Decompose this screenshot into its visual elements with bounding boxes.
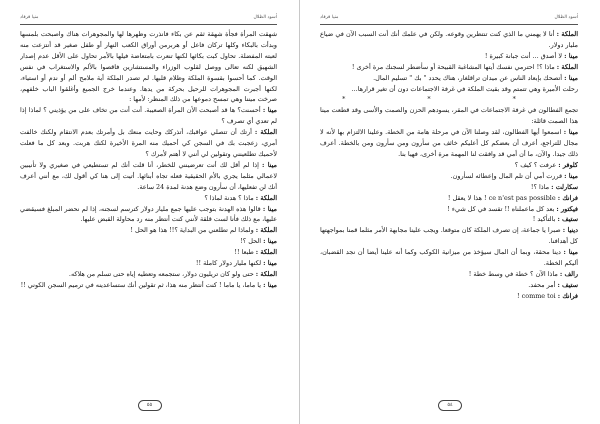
paragraph-text: ماذا ؟! احترمي نفسك أيتها المشاغبة القبيحة أو سأضطر لسجنك مرة أخرى ! (351, 62, 555, 71)
paragraph-text: لا أصدق ... أنت جبانة كبيرة ! (484, 51, 563, 60)
speaker-name: مينا : (564, 171, 578, 180)
dialogue-paragraph (320, 62, 578, 73)
dialogue-paragraph (320, 160, 578, 171)
running-head (20, 14, 277, 25)
paragraph-text: الحل ؟! (240, 237, 262, 246)
speaker-name: مينا : (263, 280, 277, 289)
right-page (300, 0, 600, 424)
dialogue-paragraph (20, 225, 277, 236)
header-title: أسود الظلال (253, 15, 277, 20)
paragraph-text: قالوا هذه الهدنة بتوجب عليها جمع مليار دولار كترسم لسجنه، إذا لم نحضر المبلغ فسيقضي عليها، مع ذلك فأنا لست قلقة لأنني كنت أنتظر منه رد محاولة القبض عليها. (20, 204, 277, 224)
speaker-name: الملكة : (255, 193, 277, 202)
dialogue-paragraph (320, 247, 578, 269)
speaker-name: الملكة : (255, 226, 277, 235)
paragraph-text: حتى ولو كان تريليون دولار، ستجمعه وتعطيه إياه حتى تسلم من هلاكه. (68, 269, 254, 278)
speaker-name: مينا : (263, 237, 277, 246)
paragraph-text: أرتك أن تتصلي عواقبك، أتذركك وحايت منعك بل وأمرتك بعدم الانتقام ولكنك خالفت أمري، زعجبت بك في السجن كي أحميك منه المرة الأخيرة لكنك هربت. وبعد كل ما فعلت لأحميك تطلعينني وتقولين لي أنني لا أهتم لأمرك ؟ (20, 128, 277, 158)
dialogue-paragraph (320, 84, 578, 95)
speaker-name: فرانك : (557, 291, 578, 300)
dialogue-paragraph (20, 160, 277, 193)
paragraph-text: ماذا ؟ هدنة لماذا ؟ (204, 193, 254, 202)
paragraph-text: بالتأكيد ! (532, 215, 556, 224)
speaker-name: كلوفر : (558, 160, 578, 169)
paragraph-text: ولماذا لم تطلعني من البداية ؟!! هذا هو الحل ! (130, 226, 254, 235)
paragraph-text: شهقت المرأة فجأة شهقة ثقم عن بكاء فانذرت وظهرها لها والمجوهرات هناك واصبحت بلمسها وبدأت بالبكاء وكلها تركان فاعل أو هربرمن أوراق الكعب النهار أو طفل صغير قد أنتزعت منه لعبته المفضلة. تحاول كبت بكائها لكنها تنعرت بامتعاضة فيلها بالأمر تحاول على الأقل عدم إصدار الشهيق لكنه تعالى ووصل لقلوب الوزراء والمستشارين فاقصوا بالألم والاستغراب في نفس الوقت. كما أحسوا بقسوة الملكة وظلام قلبها. لم تصدر الملكة أية ملامح ألم أو ندم أو استياء، لكنها أجبرت المجوهرات للرحيل بحركة من يدها. وعندما خرج الجميع وأغلقوا الباب خلفهم، صرخت ميننا وهي تمسح دموعها من ذلك المنظر: لأمها : (20, 30, 277, 104)
speaker-name: مينا : (263, 259, 277, 268)
dialogue-paragraph (20, 193, 277, 204)
page-number: ٥٥ (138, 400, 162, 411)
paragraph-text: إذا لم أقل لك أنت تعرضينني للخطر، أنا قلت أنك لم تستطيعي في صغيري ولا تأنيبين لاعمالي مثلما يجري بالأم الحقيقية فعله تجاه أبنائها. أتيت إلى هنا كي أقول لك، مع أنني أعرف أنك لن تفعليها، أن سأرون وضع هدنة لمدة 24 ساعة. (20, 160, 277, 191)
speaker-name: ستيف : (557, 215, 578, 224)
paragraph-text: طبعا !! (234, 248, 254, 257)
paragraph-text: أنا لا يهمني ما الذي كنت تنتظرين وقوعه. ولكن في علمك أنك أنت السبب الآن في ضياع مليار دولار. (320, 30, 578, 49)
dialogue-paragraph (320, 51, 578, 62)
dialogue-paragraph (320, 182, 578, 193)
dialogue-paragraph (320, 193, 578, 204)
dialogue-paragraph (20, 29, 277, 105)
speaker-name: مينا : (563, 128, 578, 137)
paragraph-text: يا ماما، يا ماما ! كنت أنتظر منه هذا، ثم تقولين أنك ستساعدينه في ترميم السجن الكوني !! (20, 280, 262, 289)
dialogue-paragraph (20, 105, 277, 127)
speaker-name: فيكتور : (556, 204, 578, 213)
dialogue-paragraph (20, 127, 277, 160)
page-body (320, 29, 578, 391)
paragraph-text: تجمع الفطالون في غرفة الاجتماعات في المقر، يسودهم الحزن والصمت والأسى وقد قطعت مينا هذا الصمت قائلة: (320, 106, 578, 126)
page-number: ٥٤ (438, 400, 462, 411)
dialogue-paragraph (20, 247, 277, 258)
paragraph-group (320, 29, 578, 94)
paragraph-text: دينا محقة، وبما أن المال سيؤخذ من ميزانية الكوكب وكما أنه علينا أيضا أن نجد القضبان، أليكم الخطة. (320, 248, 578, 268)
paragraph-text: صبرا يا جماعة، إن تصرف الملكة كان متوقعا. ويجب علينا مجابهة الأمر مثلما قمنا بمواجهتها كل أهدافنا. (320, 226, 578, 246)
speaker-name: الملكة : (255, 248, 277, 257)
speaker-name: مينا : (262, 106, 277, 115)
dialogue-paragraph (320, 291, 578, 302)
paragraph-text: بعد كل ماعملناه !! تقسد في كل شيء ! (447, 204, 555, 213)
speaker-name: الملكة : (255, 269, 277, 278)
paragraph-text: أمر محفد. (528, 280, 556, 289)
dialogue-paragraph (320, 225, 578, 247)
dialogue-paragraph (20, 258, 277, 269)
speaker-name: مينا : (563, 248, 578, 257)
dialogue-paragraph (320, 171, 578, 182)
speaker-name: مينا : (262, 160, 277, 169)
paragraph-text: أتصحك بإبعاد الناس عن ميدان تراقلغار، هناك يحدد " بك " تسليم المال. (373, 73, 563, 82)
speaker-name: الملكة : (254, 128, 277, 137)
speaker-name: دينيا : (562, 226, 578, 235)
page-body (20, 29, 277, 391)
paragraph-text: لكنها مليار دولار كاملة !! (195, 259, 262, 268)
dialogue-paragraph (20, 269, 277, 280)
speaker-name: سكارلت : (551, 182, 578, 191)
paragraph-text: ماذا الآن ؟ خطة في وسط خطة ! (468, 269, 558, 278)
paragraph-text: ce n'est pas possible ! هذا لا يعقل ! (447, 193, 556, 202)
paragraph-text: أحسنت؟ ها قد أصبحت الأن المرأة الصعيبة. أنت أنت من تخاف على من يؤذيني ؟ لماذا إذا لم تعدي أي تصرف ؟ (20, 106, 277, 126)
running-head (320, 14, 578, 25)
dialogue-paragraph (320, 204, 578, 215)
dialogue-paragraph (20, 204, 277, 226)
paragraph-text: قررت أمي أن تلم المال وإعطائه لسأرون. (450, 171, 563, 180)
speaker-name: ستيف : (557, 280, 578, 289)
dialogue-paragraph (320, 214, 578, 225)
header-author: منيا قرقاد (20, 15, 39, 20)
dialogue-paragraph (20, 236, 277, 247)
dialogue-paragraph (320, 105, 578, 127)
paragraph-text: اسمعوا أيها الفطالون، لقد وصلنا الآن في مرحلة هامة من الخطة. وعلينا الالتزام بها لأنه لا مجال للتراجع، أعرف أن بعضكم كل أعليكم خائف من سأرون ومن سأرون ومن بالخطة. أعرف ذلك جيدا. والآن، ما أن أمي قد وافقت لنا المهمة مرة أخرى، فهيا بنا. (320, 128, 578, 158)
speaker-name: مينا : (564, 51, 578, 60)
header-title: أسود الظلال (554, 15, 578, 20)
paragraph-text: ماذا ؟! (530, 182, 550, 191)
dialogue-paragraph (320, 269, 578, 280)
paragraph-text: رحلت الأميرة وهي تتمتم وقد بقيت الملكة في غرفة الاجتماعات دون أن تغير قرارها... (351, 84, 578, 93)
header-author: منيا قرقاد (320, 15, 339, 20)
section-break-stars: * * * (342, 95, 556, 104)
paragraph-text: comme toi ! (516, 291, 556, 300)
paragraph-text: عرفت ؟ كيف ؟ (514, 160, 557, 169)
speaker-name: فرانك : (557, 193, 578, 202)
speaker-name: الملكة : (556, 30, 578, 38)
paragraph-group (320, 105, 578, 301)
dialogue-paragraph (320, 127, 578, 160)
speaker-name: مينا : (564, 73, 578, 82)
dialogue-paragraph (20, 280, 277, 291)
dialogue-paragraph (320, 280, 578, 291)
dialogue-paragraph (320, 29, 578, 51)
speaker-name: مينا : (262, 204, 277, 213)
speaker-name: رالف : (559, 269, 578, 278)
dialogue-paragraph (320, 73, 578, 84)
speaker-name: الملكة : (556, 62, 578, 71)
